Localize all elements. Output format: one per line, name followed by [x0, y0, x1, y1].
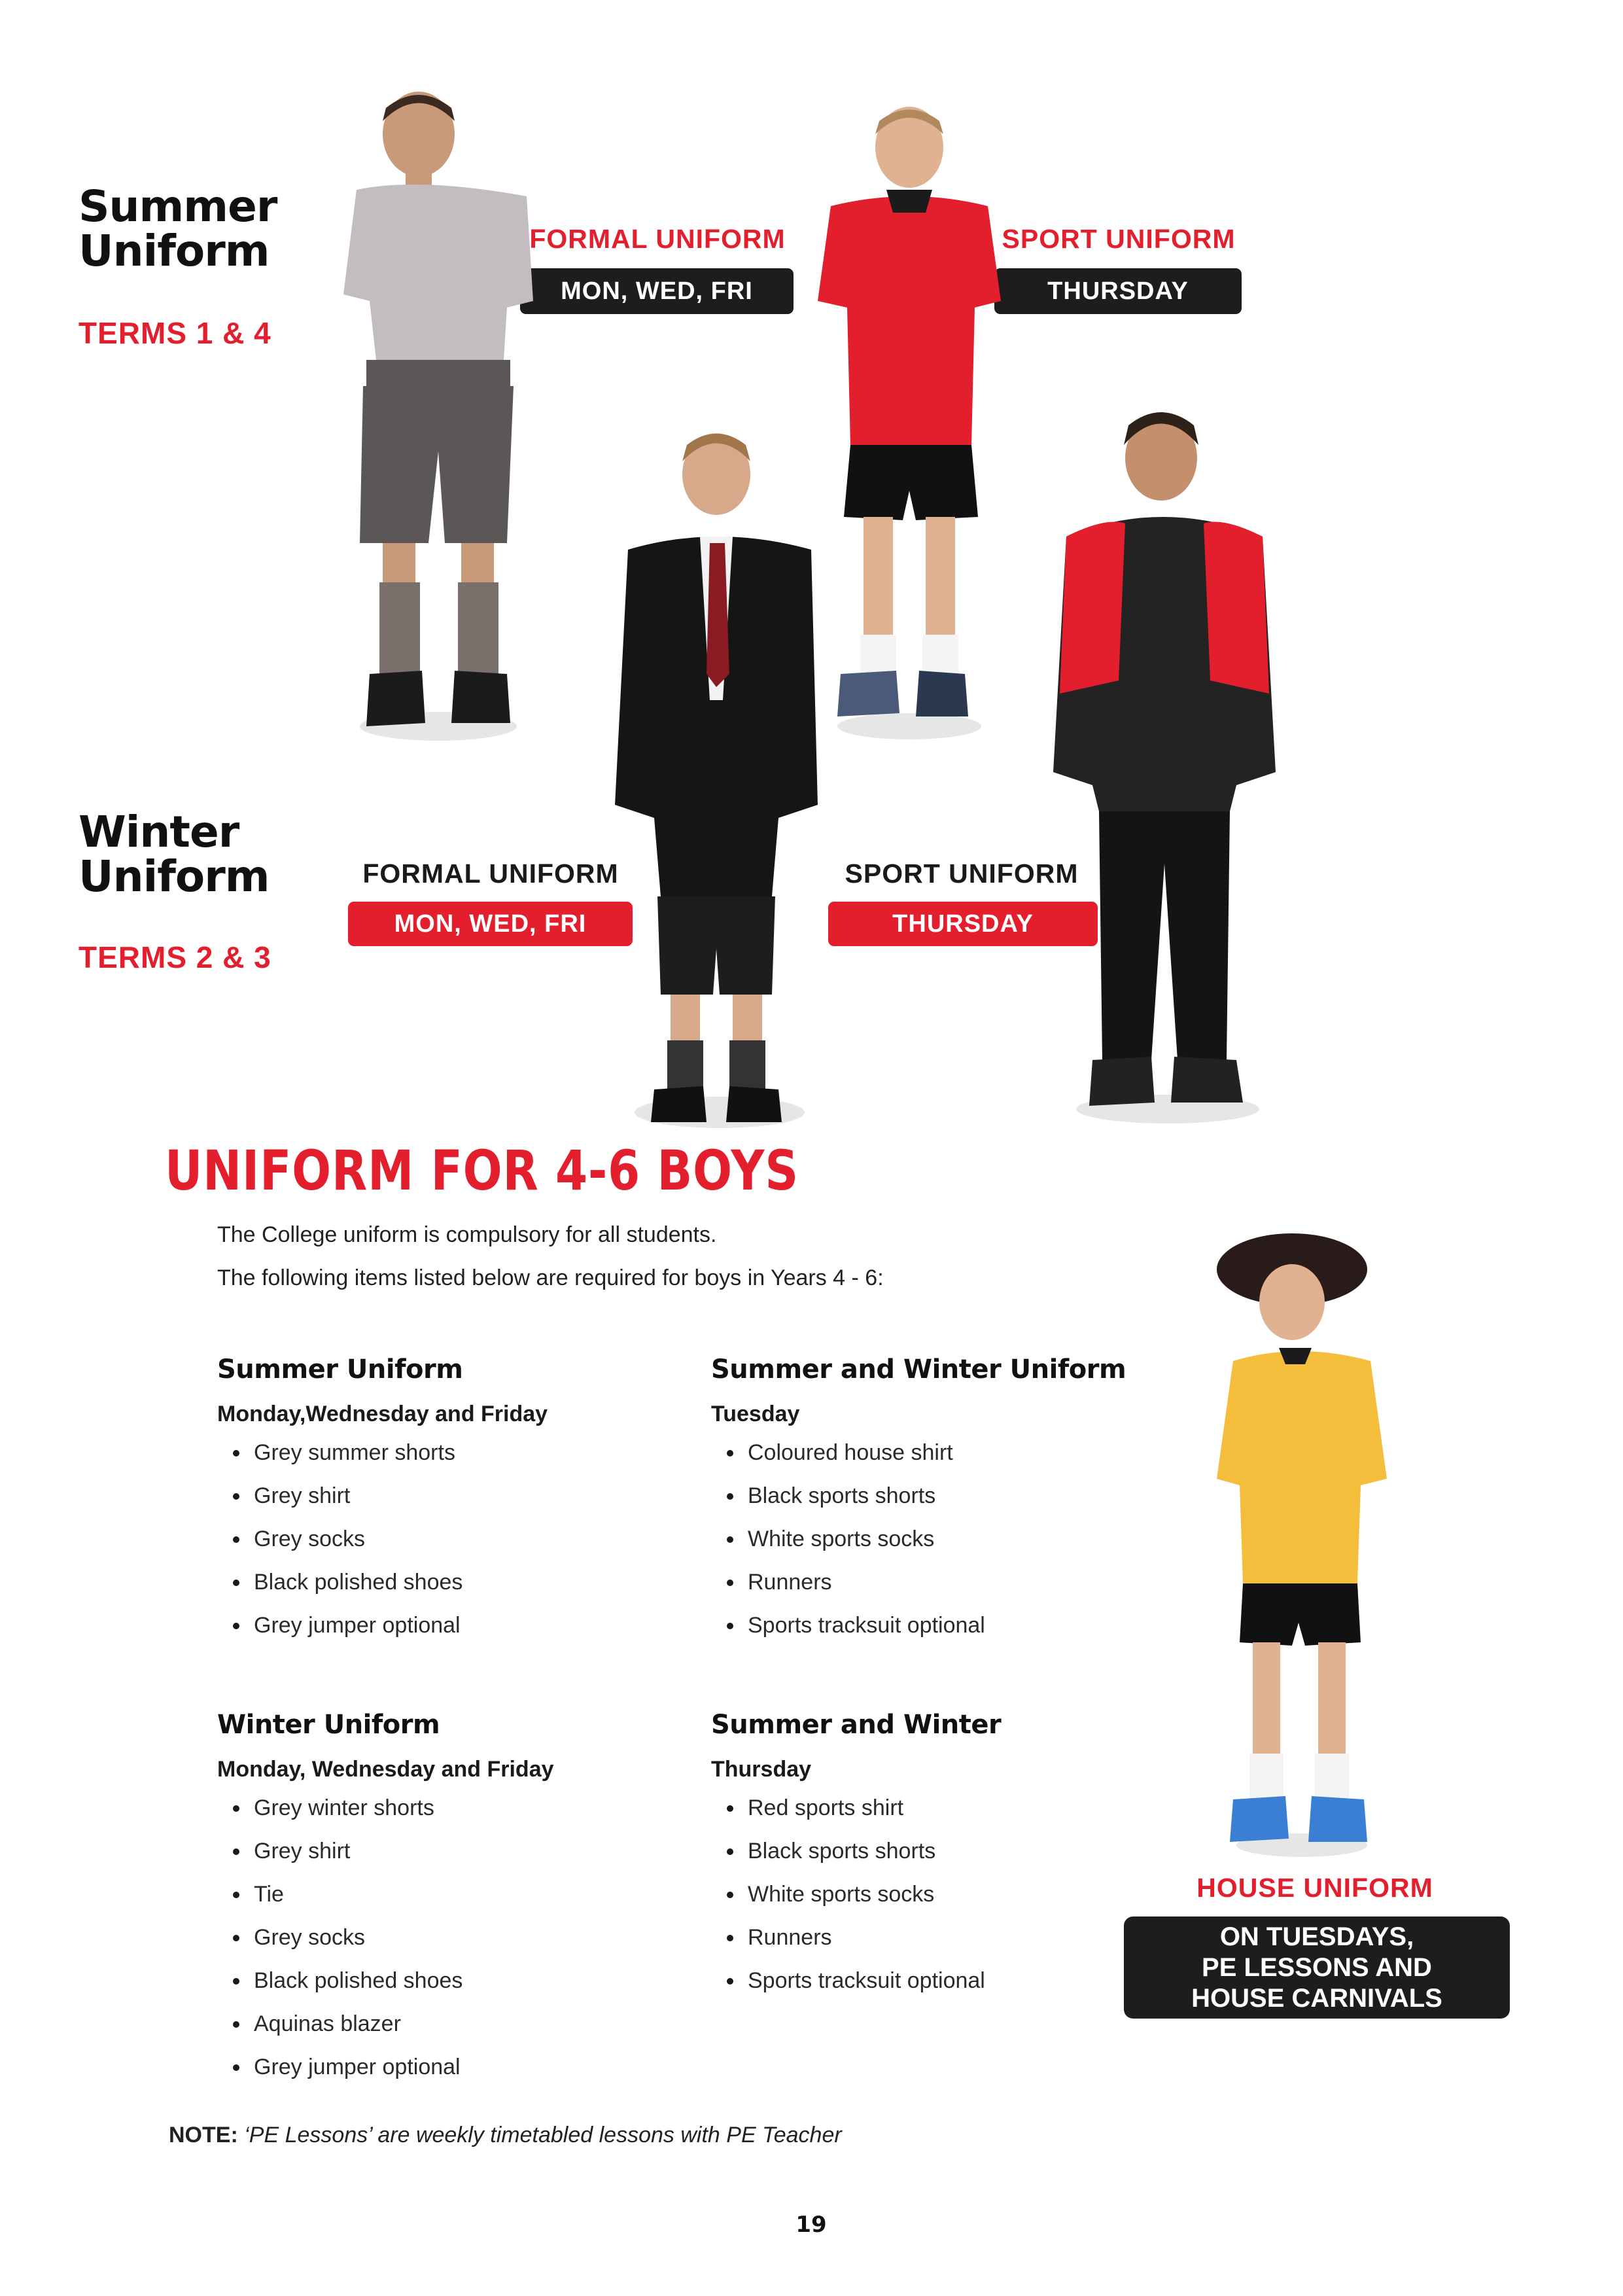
- winter-uniform-list: [217, 1786, 662, 2089]
- note-label: NOTE:: [169, 2123, 238, 2147]
- list-item: Grey shirt: [217, 1829, 662, 1873]
- winter-title-line1: Winter: [79, 807, 239, 857]
- list-item: Coloured house shirt: [711, 1431, 1169, 1474]
- note: [169, 2123, 842, 2148]
- note-text: ‘PE Lessons’ are weekly timetabled lessons with PE Teacher: [244, 2123, 842, 2147]
- house-uniform-line-3: HOUSE CARNIVALS: [1191, 1983, 1442, 2013]
- list-item: Black sports shorts: [711, 1829, 1169, 1873]
- summer-uniform-heading: Summer Uniform: [217, 1354, 463, 1385]
- winter-uniform-section: [217, 1710, 662, 2089]
- summer-formal-uniform-photo: [330, 85, 546, 746]
- list-item: Grey jumper optional: [217, 2045, 662, 2089]
- summer-winter-uniform-days: Tuesday: [711, 1402, 800, 1426]
- winter-terms: TERMS 2 & 3: [79, 940, 271, 974]
- list-item: Grey socks: [217, 1517, 662, 1561]
- winter-uniform-days: Monday, Wednesday and Friday: [217, 1757, 554, 1782]
- summer-title-line1: Summer: [79, 181, 277, 232]
- summer-formal-days-badge: MON, WED, FRI: [520, 268, 794, 314]
- summer-uniform-days: Monday,Wednesday and Friday: [217, 1402, 548, 1426]
- summer-winter-heading: Summer and Winter: [711, 1710, 1002, 1740]
- winter-sport-uniform-photo: [1053, 406, 1282, 1125]
- list-item: Black polished shoes: [217, 1959, 662, 2002]
- summer-winter-section: [711, 1710, 1169, 2002]
- house-uniform-photo: [1213, 1217, 1390, 1858]
- list-item: White sports socks: [711, 1517, 1169, 1561]
- list-item: Sports tracksuit optional: [711, 1604, 1169, 1647]
- winter-title: [79, 807, 270, 902]
- winter-formal-label: FORMAL UNIFORM: [362, 858, 619, 889]
- summer-terms: TERMS 1 & 4: [79, 316, 271, 350]
- list-item: Grey socks: [217, 1916, 662, 1959]
- summer-winter-list: [711, 1786, 1169, 2002]
- intro-line-1: The College uniform is compulsory for all students.: [217, 1222, 717, 1247]
- house-uniform-line-1: ON TUESDAYS,: [1219, 1922, 1414, 1951]
- summer-winter-days: Thursday: [711, 1757, 812, 1782]
- list-item: Runners: [711, 1916, 1169, 1959]
- summer-sport-days-badge: THURSDAY: [994, 268, 1242, 314]
- winter-sport-label: SPORT UNIFORM: [845, 858, 1079, 889]
- winter-uniform-heading: Winter Uniform: [217, 1710, 440, 1740]
- main-title: UNIFORM FOR 4-6 BOYS: [165, 1139, 799, 1203]
- list-item: Grey shirt: [217, 1474, 662, 1517]
- list-item: Black sports shorts: [711, 1474, 1169, 1517]
- list-item: Grey summer shorts: [217, 1431, 662, 1474]
- house-uniform-line-2: PE LESSONS AND: [1202, 1952, 1432, 1982]
- intro-line-2: The following items listed below are required for boys in Years 4 - 6:: [217, 1265, 884, 1290]
- summer-sport-uniform-photo: [811, 98, 1007, 739]
- summer-winter-uniform-heading: Summer and Winter Uniform: [711, 1354, 1126, 1385]
- summer-winter-uniform-section: [711, 1354, 1169, 1647]
- summer-title: [79, 181, 277, 276]
- winter-formal-uniform-photo: [608, 425, 831, 1132]
- summer-sport-label: SPORT UNIFORM: [1002, 224, 1236, 254]
- page-number: 19: [795, 2212, 827, 2238]
- summer-uniform-section: [217, 1354, 662, 1647]
- list-item: Red sports shirt: [711, 1786, 1169, 1829]
- summer-winter-uniform-list: [711, 1431, 1169, 1647]
- list-item: Runners: [711, 1561, 1169, 1604]
- winter-title-line2: Uniform: [79, 851, 270, 902]
- summer-uniform-list: [217, 1431, 662, 1647]
- summer-formal-label: FORMAL UNIFORM: [529, 224, 786, 254]
- list-item: Black polished shoes: [217, 1561, 662, 1604]
- house-uniform-label: HOUSE UNIFORM: [1196, 1873, 1433, 1903]
- list-item: Grey jumper optional: [217, 1604, 662, 1647]
- house-uniform-badge: [1124, 1916, 1510, 2019]
- summer-title-line2: Uniform: [79, 226, 270, 276]
- winter-formal-days-badge: MON, WED, FRI: [348, 902, 633, 946]
- winter-sport-days-badge: THURSDAY: [828, 902, 1098, 946]
- list-item: Sports tracksuit optional: [711, 1959, 1169, 2002]
- list-item: Grey winter shorts: [217, 1786, 662, 1829]
- list-item: Aquinas blazer: [217, 2002, 662, 2045]
- list-item: Tie: [217, 1873, 662, 1916]
- list-item: White sports socks: [711, 1873, 1169, 1916]
